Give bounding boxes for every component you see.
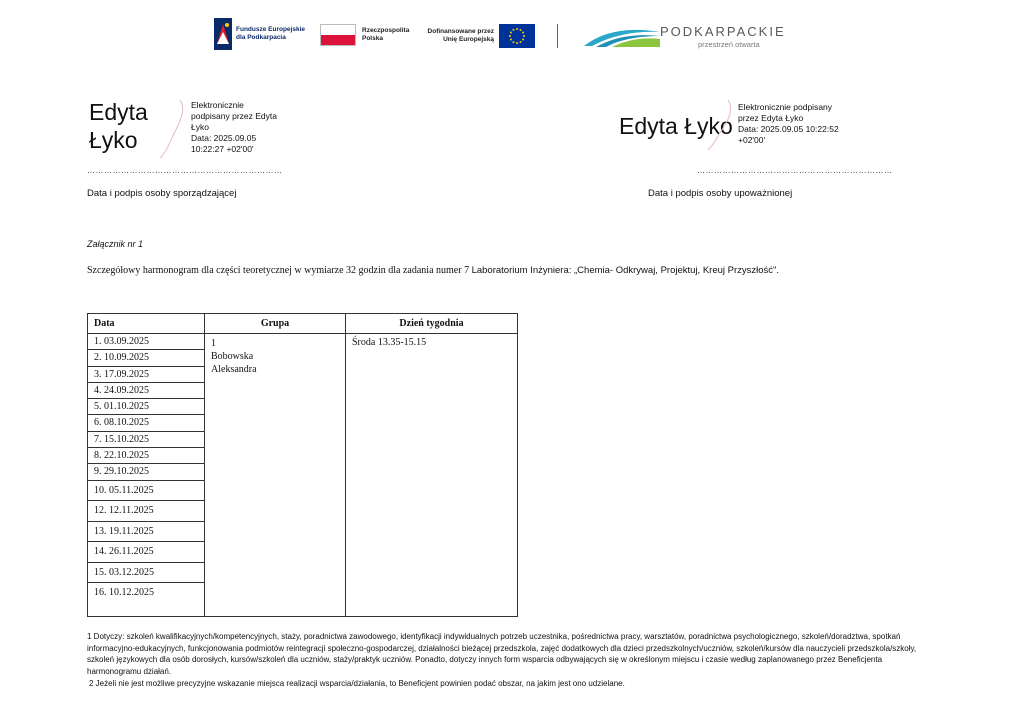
podkarpackie-logo — [582, 18, 792, 50]
eu-line2: Unię Europejską — [443, 36, 494, 43]
podkarpackie-title: PODKARPACKIE — [660, 24, 786, 39]
schedule-table — [87, 313, 518, 617]
date-row-10: 10. 05.11.2025 — [88, 481, 204, 502]
schedule-description — [87, 265, 779, 276]
polish-flag-icon — [320, 24, 356, 46]
date-row-15: 16. 10.12.2025 — [94, 587, 154, 599]
description-serif: Szczegółowy harmonogram dla części teoretycznej w wymiarze 32 godzin dla zadania numer 7 — [87, 265, 470, 276]
rzeczpospolita-polska-logo — [320, 20, 415, 50]
logo-separator — [557, 24, 558, 48]
header-day: Dzień tygodnia — [346, 314, 518, 334]
right-signature-label: Data i podpis osoby upoważnionej — [648, 188, 793, 199]
eu-logo — [424, 20, 539, 50]
date-row-4: 4. 24.09.2025 — [88, 383, 204, 399]
date-row-14: 15. 03.12.2025 — [88, 563, 204, 584]
date-row-11: 12. 12.11.2025 — [88, 501, 204, 522]
date-row-13: 14. 26.11.2025 — [88, 542, 204, 563]
left-signature-dots: …………………………………………………………… — [87, 166, 283, 175]
header-date: Data — [88, 314, 205, 334]
left-signature-name: Edyta Łyko — [89, 99, 148, 153]
header-group: Grupa — [205, 314, 346, 334]
left-signature-note: Elektronicznie podpisany przez Edyta Łyko Data: 2025.09.05 10:22:27 +02'00' — [191, 100, 277, 154]
date-row-7: 7. 15.10.2025 — [88, 432, 204, 448]
fe-line2: dla Podkarpacia — [236, 34, 286, 41]
date-row-12: 13. 19.11.2025 — [88, 522, 204, 543]
footnote-2: 2 Jeżeli nie jest możliwe precyzyjne wskazanie miejsca realizacji wsparcia/działania, to Beneficjent powinien podać obszar, na jakim jest ono udzielane. — [89, 679, 625, 688]
eu-line1: Dofinansowane przez — [427, 28, 494, 35]
group-surname: Bobowska — [211, 351, 254, 362]
date-column — [88, 334, 205, 617]
date-row-6: 6. 08.10.2025 — [88, 415, 204, 431]
right-signature-name: Edyta Łyko — [619, 113, 733, 139]
group-firstname: Aleksandra — [211, 364, 257, 375]
podkarpackie-subtitle: przestrzeń otwarta — [698, 40, 760, 49]
table-header-row — [88, 314, 518, 334]
date-row-3: 3. 17.09.2025 — [88, 367, 204, 383]
left-signature-label: Data i podpis osoby sporządzającej — [87, 188, 237, 199]
pl-line2: Polska — [362, 35, 383, 42]
podkarpackie-swoosh-icon — [582, 22, 660, 48]
fe-line1: Fundusze Europejskie — [236, 26, 305, 33]
left-signature-stroke-icon — [158, 98, 188, 160]
group-number: 1 — [211, 338, 216, 349]
date-row-2: 2. 10.09.2025 — [88, 350, 204, 366]
date-row-5: 5. 01.10.2025 — [88, 399, 204, 415]
eu-flag-icon — [499, 24, 535, 48]
description-sans: Laboratorium Inżyniera: „Chemia- Odkrywaj, Projektuj, Kreuj Przyszłość". — [471, 265, 780, 276]
date-row-9: 9. 29.10.2025 — [88, 464, 204, 480]
group-cell — [205, 334, 346, 617]
annex-label: Załącznik nr 1 — [87, 239, 144, 249]
right-signature-note: Elektronicznie podpisany przez Edyta Łyko Data: 2025.09.05 10:22:52 +02'00' — [738, 102, 839, 145]
day-cell: Środa 13.35-15.15 — [346, 334, 518, 617]
fe-emblem-icon — [214, 18, 232, 50]
date-row-8: 8. 22.10.2025 — [88, 448, 204, 464]
table-row — [88, 334, 518, 617]
right-signature-stroke-icon — [706, 98, 736, 152]
fundusze-europejskie-logo — [214, 18, 309, 50]
pl-line1: Rzeczpospolita — [362, 27, 410, 34]
right-signature-dots: …………………………………………………………… — [697, 166, 893, 175]
footnote-1: 1 Dotyczy: szkoleń kwalifikacyjnych/kompetencyjnych, staży, poradnictwa zawodowego, identyfikacji indywidualnych potrzeb uczestnika, pośrednictwa pracy, warsztatów, poradnictwa psychologicznego, szkoleń/doradztwa, spotkań informacyjno-edukacyjnych, funkcjonowania podmiotów reintegracji społeczno-gospodarczej, działalności bieżącej przedszkola, zajęć dodatkowych dla dzieci przedszkolnych/uczniów, szkoleń/kursów dla nauczycieli przedszkola/szkoły, szkoleń językowych dla osób dorosłych, kursów/szkoleń dla uczniów, staży/praktyk uczniów. Ponadto, dotyczy innych form wsparcia odbywających się w określonym miejscu i czasie według zaplanowanego przez Beneficjenta harmonogramu działań. — [87, 632, 917, 676]
date-row-1: 1. 03.09.2025 — [88, 334, 204, 350]
